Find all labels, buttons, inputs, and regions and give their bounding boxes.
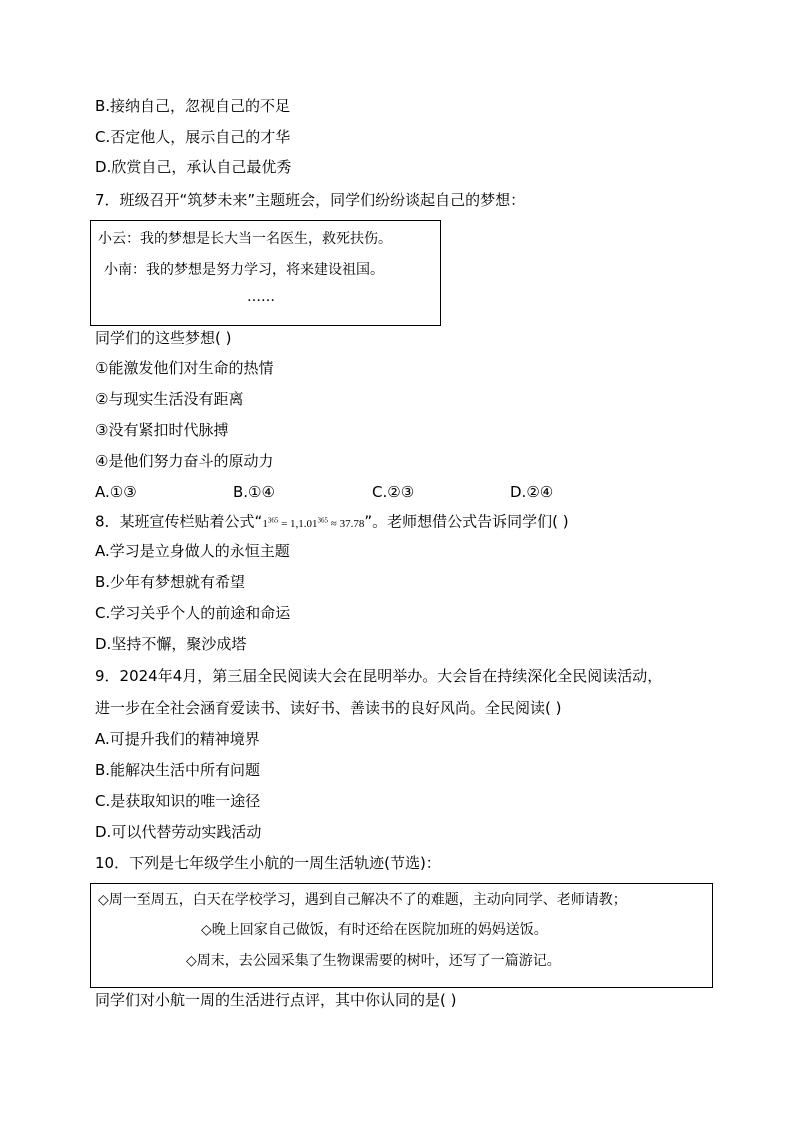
formula-middle: = 1,1.01 xyxy=(278,517,318,530)
formula-result: ≈ 37.78 xyxy=(328,517,365,530)
q8-option-c: C.学习关乎个人的前途和命运 xyxy=(95,604,291,622)
q8-stem xyxy=(95,510,569,534)
q7-choice-d: D.②④ xyxy=(510,483,554,501)
q7-choice-b: B.①④ xyxy=(233,483,275,501)
q9-stem-line-2: 进一步在全社会涵育爱读书、读好书、善读书的良好风尚。全民阅读( ) xyxy=(95,699,562,717)
formula-base: 1 xyxy=(262,517,268,530)
q8-formula xyxy=(262,518,364,530)
q10-box-line-1: ◇周一至周五，白天在学校学习，遇到自己解决不了的难题，主动向同学、老师请教； xyxy=(98,892,627,908)
q7-choice-c: C.②③ xyxy=(372,483,415,501)
q7-statement-2: ②与现实生活没有距离 xyxy=(95,390,244,408)
q7-statement-3: ③没有紧扣时代脉搏 xyxy=(95,421,229,439)
q6-option-d: D.欣赏自己，承认自己最优秀 xyxy=(95,158,292,176)
q9-option-a: A.可提升我们的精神境界 xyxy=(95,730,260,748)
q9-stem-line-1: 9．2024年4月，第三届全民阅读大会在昆明举办。大会旨在持续深化全民阅读活动， xyxy=(95,667,663,685)
q7-box-line-2: 小南：我的梦想是努力学习，将来建设祖国。 xyxy=(104,262,384,278)
q8-stem-suffix: ”。老师想借公式告诉同学们( ) xyxy=(364,512,569,531)
q7-box-line-3: …… xyxy=(247,289,275,305)
q8-option-a: A.学习是立身做人的永恒主题 xyxy=(95,542,290,560)
q8-stem-prefix: 8．某班宣传栏贴着公式“ xyxy=(95,512,263,531)
q7-box-line-1: 小云：我的梦想是长大当一名医生，救死扶伤。 xyxy=(98,231,392,247)
q10-quote-box xyxy=(90,883,713,988)
q6-option-b: B.接纳自己，忽视自己的不足 xyxy=(95,97,291,115)
formula-exponent-1: 365 xyxy=(267,516,279,524)
q7-stem: 7．班级召开“筑梦未来”主题班会，同学们纷纷谈起自己的梦想： xyxy=(95,191,526,209)
q7-statement-4: ④是他们努力奋斗的原动力 xyxy=(95,452,274,470)
q9-option-c: C.是获取知识的唯一途径 xyxy=(95,792,261,810)
q8-option-b: B.少年有梦想就有希望 xyxy=(95,573,246,591)
q10-question: 同学们对小航一周的生活进行点评，其中你认同的是( ) xyxy=(95,991,457,1009)
q10-box-line-3: ◇周末，去公园采集了生物课需要的树叶，还写了一篇游记。 xyxy=(186,953,561,969)
q7-statement-1: ①能激发他们对生命的热情 xyxy=(95,359,274,377)
q7-quote-box xyxy=(90,220,441,326)
formula-exponent-2: 365 xyxy=(317,516,329,524)
q8-option-d: D.坚持不懈，聚沙成塔 xyxy=(95,635,247,653)
q10-stem: 10．下列是七年级学生小航的一周生活轨迹(节选)： xyxy=(95,854,441,872)
q7-choice-a: A.①③ xyxy=(95,483,137,501)
q9-option-b: B.能解决生活中所有问题 xyxy=(95,761,261,779)
q7-question: 同学们的这些梦想( ) xyxy=(95,329,232,347)
q9-option-d: D.可以代替劳动实践活动 xyxy=(95,823,262,841)
q6-option-c: C.否定他人，展示自己的才华 xyxy=(95,128,291,146)
q10-box-line-2: ◇晚上回家自己做饭，有时还给在医院加班的妈妈送饭。 xyxy=(201,922,548,938)
